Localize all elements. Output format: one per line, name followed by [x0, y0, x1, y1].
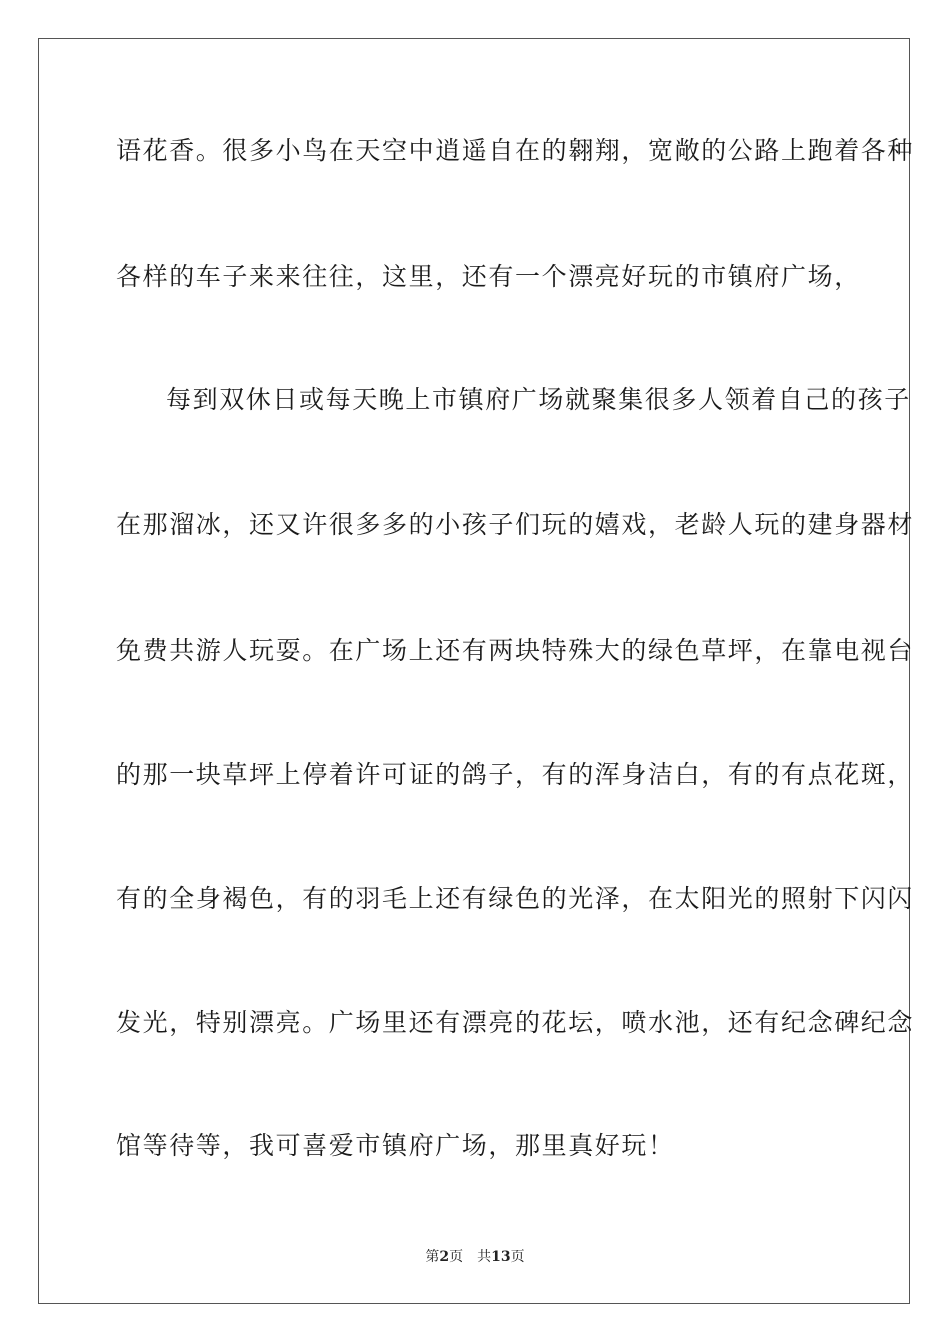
page-border: [38, 38, 915, 1304]
paragraph-first-line: 每到双休日或每天晚上市镇府广场就聚集很多人领着自己的孩子: [166, 385, 911, 414]
page-footer: [0, 1248, 950, 1266]
body-text-line-7: 有的全身褐色，有的羽毛上还有绿色的光泽，在太阳光的照射下闪闪: [116, 884, 915, 913]
total-suffix: 页: [510, 1249, 525, 1265]
total-prefix: 共: [477, 1249, 492, 1265]
body-text-line-1: 语花香。很多小鸟在天空中逍遥自在的翱翔，宽敞的公路上跑着各种: [116, 136, 915, 165]
body-text-line-9: 馆等待等，我可喜爱市镇府广场，那里真好玩！: [116, 1131, 675, 1160]
body-text-line-4: 在那溜冰，还又许很多多的小孩子们玩的嬉戏，老龄人玩的建身器材: [116, 510, 915, 539]
body-text-line-8: 发光，特别漂亮。广场里还有漂亮的花坛，喷水池，还有纪念碑纪念: [116, 1008, 915, 1037]
page-suffix: 页: [449, 1249, 464, 1265]
body-text-line-5: 免费共游人玩耍。在广场上还有两块特殊大的绿色草坪，在靠电视台: [116, 636, 915, 665]
body-text-line-6: 的那一块草坪上停着许可证的鸽子，有的浑身洁白，有的有点花斑，: [116, 760, 915, 789]
page-number: 2: [439, 1249, 450, 1265]
total-pages: 13: [491, 1249, 511, 1265]
page-prefix: 第: [425, 1249, 440, 1265]
body-text-line-2: 各样的车子来来往往，这里，还有一个漂亮好玩的市镇府广场，: [116, 262, 861, 291]
